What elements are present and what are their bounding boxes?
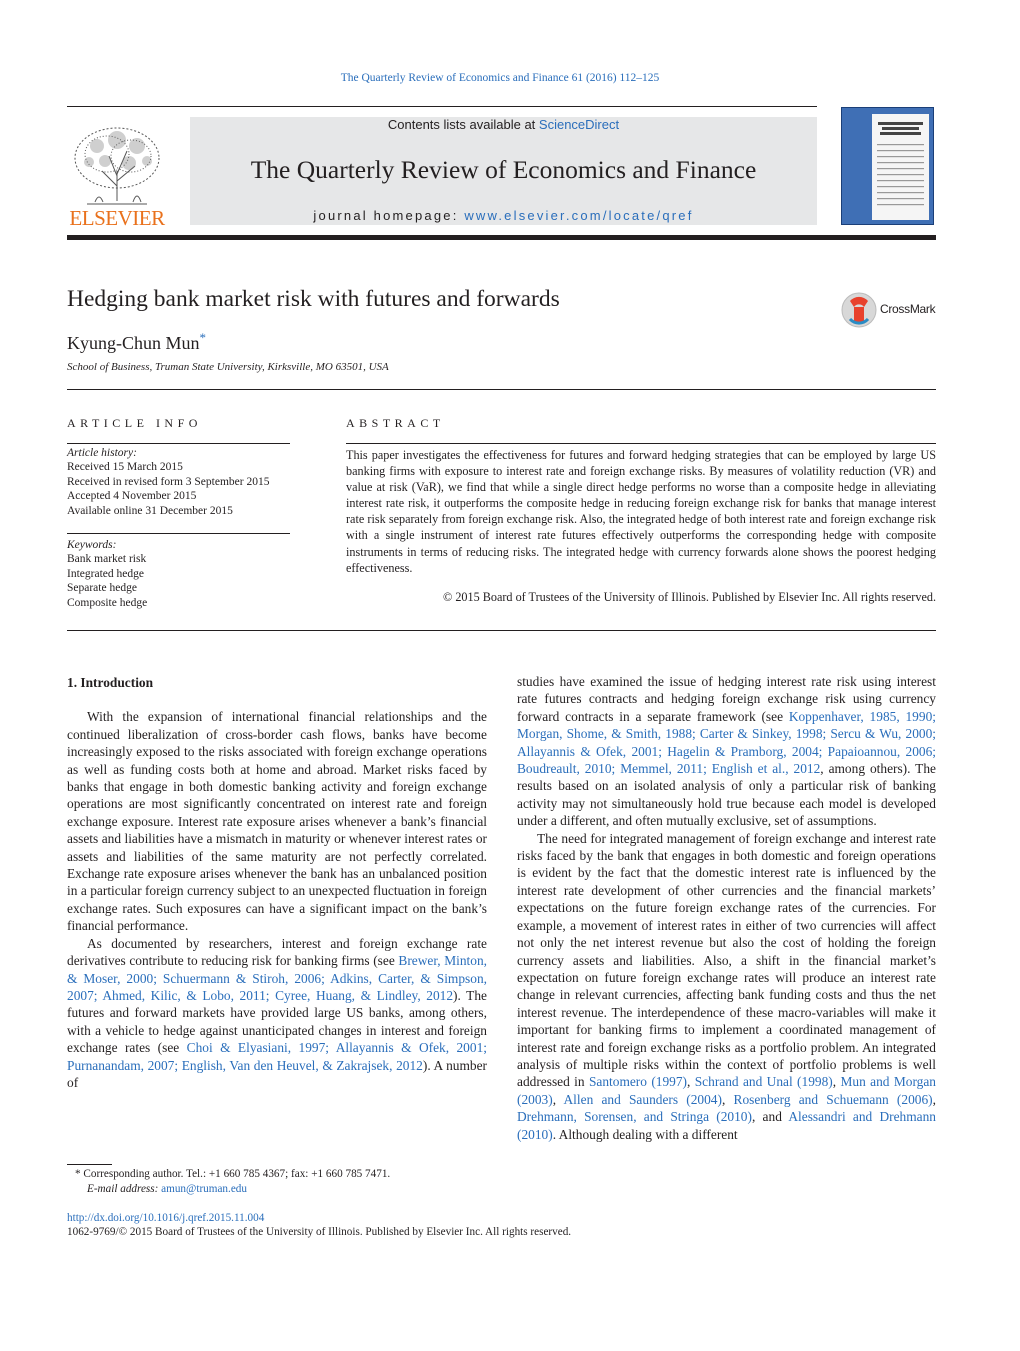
text-run: , [721,1091,734,1107]
citation-link[interactable]: Choi & Elyasiani, 1997; Allayannis & Ofek, 2001; Purnanandam, 2007; English, Van den Heuvel, & Zakrajsek, 2012 [67,1040,487,1073]
history-label: Article history: [67,447,137,459]
footnote-text: Corresponding author. Tel.: +1 660 785 4367; fax: +1 660 785 7471. [80,1168,391,1180]
text-run: The need for integrated management of foreign exchange and interest rate risks faced by the bank that engages in both domestic and foreign operations is evident by the fact that the domestic interest rate is influenced by the interest rate development of other currencies and the financial markets’ expectations on the future foreign exchange rates of the currencies. For example, a movement of interest rates in either of two currencies will affect not only the net interest revenue but also the cost of holding the foreign currency assets and liabilities. Also, a shift in the financial market’s expectation on future foreign exchange rates will produce an interest rate change in relevant currencies, affecting bank funding costs and thus the net interest revenue. The interdependence of these macro-variables will make it important for banking firms to implement a coordinated management of interest rate and foreign exchange risks as a portfolio problem. An integrated analysis of multiple risks within the context of portfolio problems is well addressed in [517,830,936,1090]
paragraph [517,830,936,1143]
author-line [67,330,206,354]
paragraph [517,673,936,830]
cover-page [872,114,929,220]
author-name: Kyung-Chun Mun [67,333,200,353]
text-run: , among others). The results based on an isolated analysis of only a particular risk of banking activity may not simultaneously hold true because each model is developed under a different, and often mutually exclusive, set of assumptions. [517,761,936,829]
text-run: studies have examined the issue of hedging interest rate risk using interest rate futures contracts and hedging foreign exchange risk using currency forward contracts in a separate framework (see [517,674,936,724]
contents-line [190,117,817,132]
article-info-heading: ARTICLE INFO [67,416,202,430]
info-rule-top [67,443,290,444]
citation-link[interactable]: Mun and Morgan (2003) [517,1074,936,1107]
article-title: Hedging bank market risk with futures and forwards [67,286,560,312]
footnote-line [75,1167,495,1182]
homepage-line [190,208,817,223]
sciencedirect-link[interactable]: ScienceDirect [538,117,620,132]
abstract-heading: ABSTRACT [346,416,445,430]
email-line [75,1182,495,1197]
journal-title: The Quarterly Review of Economics and Finance [250,155,757,184]
top-rule [67,106,817,107]
history-item: Available online 31 December 2015 [67,504,233,517]
email-label: E-mail address: [87,1182,162,1195]
keyword-item: Separate hedge [67,582,137,595]
email-link[interactable]: amun@truman.edu [161,1182,247,1195]
keyword-item: Bank market risk [67,553,147,566]
citation-link[interactable]: Brewer, Minton, & Moser, 2000; Schuermann & Stiroh, 2006; Adkins, Carter, & Simpson, 2007; Ahmed, Kilic, & Lobo, 2011; Cyree, Huang, & Lindley, 2012 [67,953,487,1003]
paragraph [67,935,487,1092]
text-run: . Although dealing with a different [552,1126,738,1142]
paragraph: With the expansion of international financial relationships and the continued liberalization of cross-border cash flows, banks have become increasingly exposed to the risks associated with foreign exchange operations as well as funding costs both at home and abroad. Market risks faced by banks that engage in both domestic banking activity and foreign exchange operations are most significantly concentrated on interest rate and foreign exchange exposure. Interest rate exposure arises whenever a bank’s financial assets and liabilities have a mismatch in maturity or whenever interest rates or assets and liabilities of the same maturity are not perfectly correlated. Exchange rate exposure arises whenever the bank has an unbalanced position in a particular foreign currency subject to an unexpected fluctuation in foreign exchange rates. Such exposures can have a significant impact on the bank’s financial performance. [67,709,487,934]
text-run: As documented by researchers, interest and foreign exchange rate derivatives contribute to reducing risk for banking firms (see [67,935,487,969]
citation-link[interactable]: Santomero (1997) [588,1074,688,1090]
keyword-item: Composite hedge [67,596,148,609]
journal-cover-thumbnail [841,107,934,225]
affiliation: School of Business, Truman State University, Kirksville, MO 63501, USA [67,361,389,373]
doi-link[interactable]: http://dx.doi.org/10.1016/j.qref.2015.11.004 [67,1212,265,1224]
cover-lines-icon [872,114,929,220]
history-item: Received 15 March 2015 [67,461,183,474]
history-item: Accepted 4 November 2015 [67,490,197,503]
text-run: , [552,1091,564,1107]
section-heading-introduction: 1. Introduction [67,675,154,690]
journal-citation-link[interactable]: The Quarterly Review of Economics and Finance 61 (2016) 112–125 [340,72,660,84]
text-run: , [687,1074,695,1090]
article-history [67,446,297,518]
crossmark-label[interactable]: CrossMark [880,302,936,316]
keyword-item: Integrated hedge [67,567,144,580]
body-rule [67,630,936,631]
text-run: , [932,1091,936,1107]
history-item: Received in revised form 3 September 2015 [67,475,270,488]
elsevier-wordmark: ELSEVIER [69,206,165,230]
text-run: ). A number of [67,1057,487,1090]
citation-link[interactable]: Koppenhaver, 1985, 1990; Morgan, Shome, & Smith, 1988; Carter & Sinkey, 1998; Sercu & Wu, 2000; Allayannis & Ofek, 2001; Hagelin & Pramborg, 2004; Papaioannou, 2006; Boudreault, 2010; Memmel, 2011; English et al., 2012 [517,708,936,777]
footnote-rule [67,1164,112,1165]
meta-rule [67,389,936,390]
footnote-mark: * [75,1168,81,1180]
footnote [75,1167,495,1196]
contents-prefix: Contents lists available at [387,117,539,132]
abstract-rule [346,443,936,444]
issn-copyright: 1062-9769/© 2015 Board of Trustees of the University of Illinois. Published by Elsevier Inc. All rights reserved. [67,1226,572,1238]
citation-link[interactable]: Drehmann, Sorensen, and Stringa (2010) [517,1109,752,1125]
homepage-link[interactable]: www.elsevier.com/locate/qref [464,208,694,223]
text-run: ). The futures and forward markets have provided large US banks, among others, with a vehicle to hedge against unanticipated changes in interest and foreign exchange rates (see [67,987,487,1056]
citation-link[interactable]: Schrand and Unal (1998) [694,1074,833,1090]
author-footnote-mark[interactable]: * [199,330,207,345]
text-run: , [832,1074,841,1090]
keywords-label: Keywords: [67,539,117,551]
text-run: , and [751,1109,789,1125]
homepage-prefix: journal homepage: [313,208,465,223]
info-rule-mid [67,533,290,534]
header-thick-rule [67,235,936,240]
keywords [67,538,297,610]
citation-link[interactable]: Allen and Saunders (2004) [563,1091,722,1107]
citation-link[interactable]: Rosenberg and Schuemann (2006) [733,1091,933,1107]
citation-link[interactable]: Alessandri and Drehmann (2010) [517,1109,936,1142]
body-column-right [517,673,936,1143]
abstract-text: This paper investigates the effectiveness for futures and forward hedging strategies that can be employed by large US banking firms with exposure to interest rate and foreign exchange risks. By measures of volatility reduction (VR) and value at risk (VaR), we find that while a single direct hedge performs no worse than a composite hedge in alleviating interest rate risk, it outperforms the composite hedge in reducing foreign exchange risk for banks that manage interest rate risk separately from foreign exchange risk. Also, the integrated hedge of both interest rate and foreign exchange risk with a single instrument of interest rate futures effectively outperforms the corresponding hedge with composite instruments in terms of reducing risks. The integrated hedge with currency forwards alone shows the poorest hedging effectiveness. [346,448,936,575]
abstract-copyright: © 2015 Board of Trustees of the University of Illinois. Published by Elsevier Inc. All rights reserved. [443,590,936,604]
body-column-left [67,674,487,1091]
